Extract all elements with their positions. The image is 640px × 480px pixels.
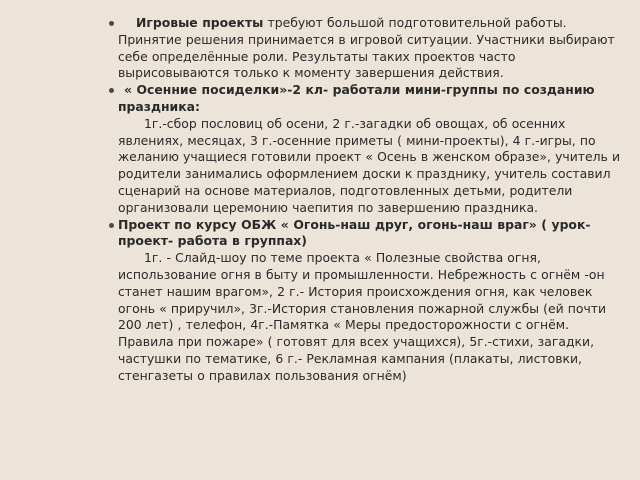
autumn-project-body: 1г.-сбор пословиц об осени, 2 г.-загадки об овощах, об осенних явлениях, месяцах, 3 г.-осенние приметы ( мини-проекты), 4 г.-игры, по желанию учащиеся готовили проект « Осень в женском образе», учитель и родители занимались оформлением доски к празднику, учитель составил сценарий на основе материалов, подготовленных детьми, родители организовали церемонию чаепития по завершению праздника. [118,115,621,215]
obzh-project-body: 1г. - Слайд-шоу по теме проекта « Полезные свойства огня, использование огня в быту и промышленности. Небрежность с огнём -он станет нашим врагом», 2 г.- История происхождения огня, как человек огонь « приручил», 3г.-История становления пожарной службы (ей почти 200 лет) , телефон, 4г.-Памятка « Меры предосторожности с огнём. Правила при пожаре» ( готовят для всех учащихся), 5г.-стихи, загадки, частушки по тематике, 6 г.- Рекламная кампания (плакаты, листовки, стенгазеты о правилах пользования огнём) [118,250,607,383]
bullet-icon [109,88,114,93]
bullet-icon [109,223,114,228]
autumn-project-heading: « Осенние посиделки»-2 кл- работали мини-группы по созданию праздника: [118,82,622,116]
obzh-project-heading: Проект по курсу ОБЖ « Огонь-наш друг, огонь-наш враг» ( урок-проект- работа в группах) [118,217,622,251]
paragraph-game-projects [118,15,622,82]
game-projects-title: Игровые проекты [136,15,264,30]
bullet-icon [109,21,114,26]
game-projects-text: требуют большой подготовительной работы. Принятие решения принимается в игровой ситуации. Участники выбирают себе определённые роли. Результаты таких проектов часто вырисовываются только к моменту завершения действия. [118,15,615,81]
